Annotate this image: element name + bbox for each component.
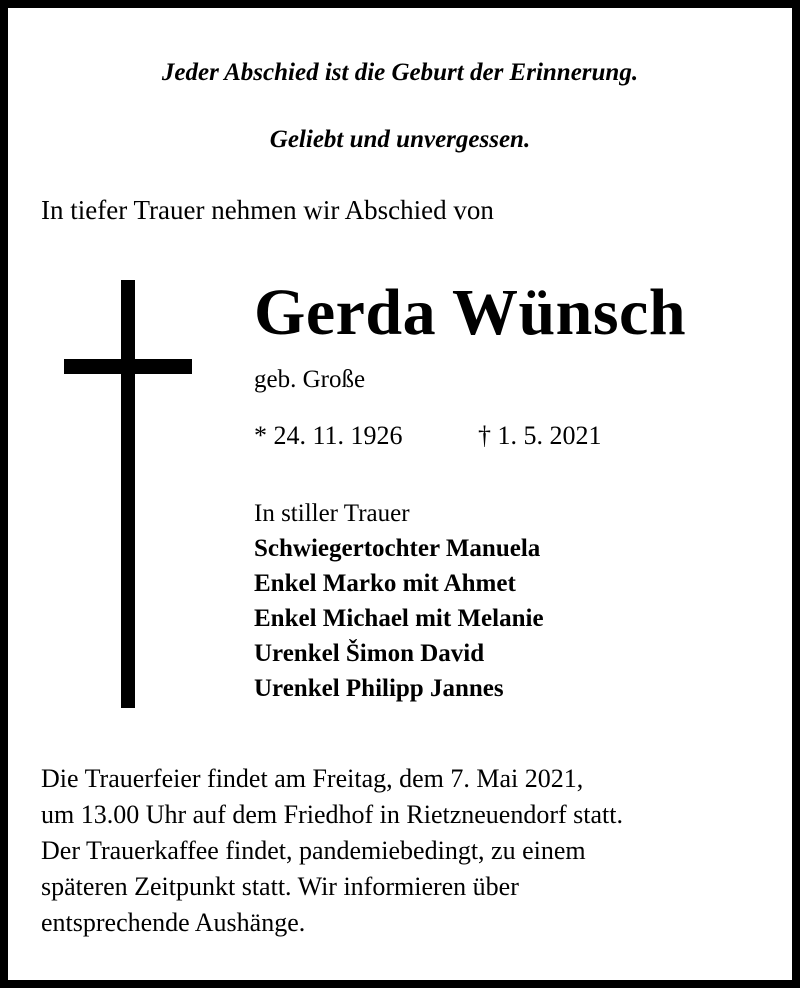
cross-vertical-bar	[121, 280, 135, 708]
service-line: späteren Zeitpunkt statt. Wir informieren über	[41, 872, 519, 901]
cross-horizontal-bar	[64, 359, 192, 374]
mourner-item: Urenkel Šimon David	[254, 640, 485, 667]
service-line: Der Trauerkaffee findet, pandemiebedingt, zu einem	[41, 836, 586, 865]
mourner-item: Schwiegertochter Manuela	[254, 535, 541, 562]
motto-line-2: Geliebt und unvergessen.	[269, 126, 531, 153]
mourner-item: Enkel Michael mit Melanie	[254, 605, 544, 632]
intro-text: In tiefer Trauer nehmen wir Abschied von	[41, 195, 494, 225]
service-line: entsprechende Aushänge.	[41, 908, 306, 937]
mourner-item: Enkel Marko mit Ahmet	[254, 570, 516, 597]
mourner-item: Urenkel Philipp Jannes	[254, 675, 504, 702]
deceased-name: Gerda Wünsch	[254, 276, 687, 349]
mourning-label: In stiller Trauer	[254, 500, 410, 527]
motto-line-1: Jeder Abschied ist die Geburt der Erinnerung.	[161, 59, 639, 86]
latin-cross-icon	[64, 280, 192, 708]
service-line: Die Trauerfeier findet am Freitag, dem 7. Mai 2021,	[41, 764, 584, 793]
maiden-name: geb. Große	[254, 366, 366, 393]
service-line: um 13.00 Uhr auf dem Friedhof in Rietzneuendorf statt.	[41, 800, 623, 829]
mourners-list	[254, 531, 544, 706]
death-date: † 1. 5. 2021	[478, 421, 602, 450]
service-announcement	[41, 761, 623, 941]
birth-date: * 24. 11. 1926	[254, 421, 403, 450]
